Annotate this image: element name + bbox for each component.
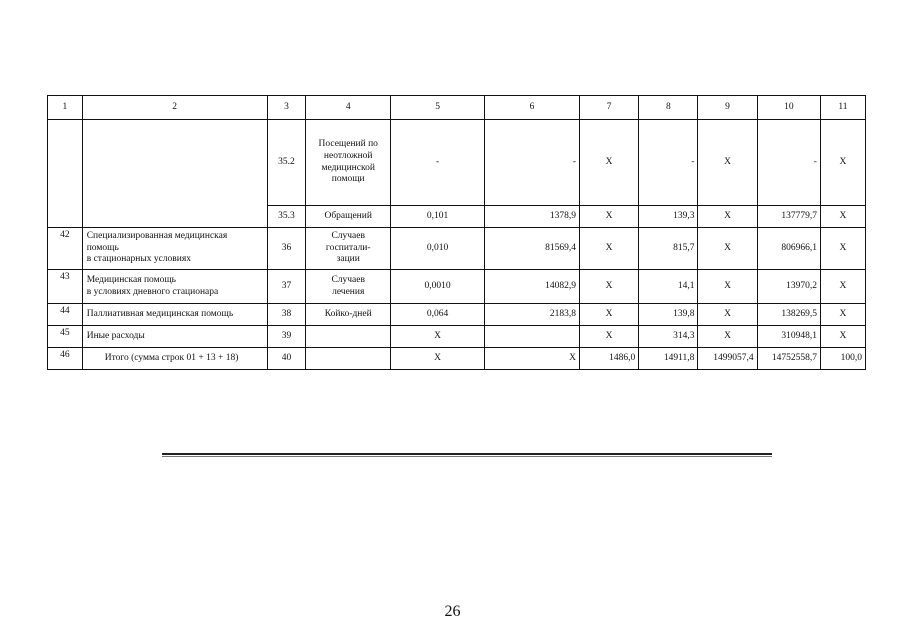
unit-cell — [306, 326, 391, 348]
row-name-cell — [82, 326, 267, 348]
header-cell-2: 2 — [82, 96, 267, 120]
value-cell-8: - — [639, 120, 698, 206]
value-cell-11: X — [820, 270, 865, 304]
value-cell-11: X — [820, 206, 865, 228]
value-cell-5: X — [391, 326, 485, 348]
unit-cell — [306, 206, 391, 228]
data-table — [47, 95, 866, 370]
value-cell-9: 1499057,4 — [698, 348, 757, 370]
value-cell-6: 2183,8 — [485, 304, 580, 326]
value-cell-6: 81569,4 — [485, 228, 580, 270]
unit-line: лечения — [332, 286, 365, 297]
value-cell-8: 815,7 — [639, 228, 698, 270]
header-cell-1: 1 — [48, 96, 83, 120]
row-name-cell — [82, 120, 267, 228]
value-cell-5: 0,064 — [391, 304, 485, 326]
value-cell-11: X — [820, 304, 865, 326]
value-cell-7: X — [580, 326, 639, 348]
value-cell-8: 139,8 — [639, 304, 698, 326]
line-code-cell: 36 — [267, 228, 306, 270]
value-cell-10: - — [757, 120, 820, 206]
header-cell-11: 11 — [820, 96, 865, 120]
unit-line: медицинской — [321, 162, 375, 173]
value-cell-11: X — [820, 326, 865, 348]
row-name-line: Специализированная медицинская — [86, 230, 228, 241]
row-name-line: в стационарных условиях — [86, 254, 191, 265]
line-code-cell: 39 — [267, 326, 306, 348]
unit-cell — [306, 120, 391, 206]
unit-line: Обращений — [324, 210, 372, 221]
value-cell-10: 137779,7 — [757, 206, 820, 228]
unit-cell — [306, 304, 391, 326]
table-row — [48, 120, 866, 206]
row-name-cell — [82, 270, 267, 304]
line-code-cell: 37 — [267, 270, 306, 304]
header-cell-7: 7 — [580, 96, 639, 120]
table-row — [48, 228, 866, 270]
unit-line: Случаев — [331, 230, 365, 241]
value-cell-10: 13970,2 — [757, 270, 820, 304]
header-cell-5: 5 — [391, 96, 485, 120]
line-code-cell: 35.2 — [267, 120, 306, 206]
row-number-cell: 46 — [48, 348, 83, 370]
value-cell-8: 14,1 — [639, 270, 698, 304]
row-name-line: Итого (сумма строк 01 + 13 + 18) — [104, 352, 239, 363]
value-cell-6: 14082,9 — [485, 270, 580, 304]
unit-line: Случаев — [331, 274, 365, 285]
header-cell-8: 8 — [639, 96, 698, 120]
line-code-cell: 38 — [267, 304, 306, 326]
row-name-cell — [82, 304, 267, 326]
header-cell-3: 3 — [267, 96, 306, 120]
unit-line: Посещений по — [318, 138, 378, 149]
value-cell-7: X — [580, 304, 639, 326]
row-name-cell — [82, 228, 267, 270]
value-cell-5: - — [391, 120, 485, 206]
value-cell-6: - — [485, 120, 580, 206]
value-cell-5: 0,101 — [391, 206, 485, 228]
value-cell-5: 0,0010 — [391, 270, 485, 304]
line-code-cell: 40 — [267, 348, 306, 370]
value-cell-6: X — [485, 348, 580, 370]
value-cell-5: X — [391, 348, 485, 370]
value-cell-9: X — [698, 120, 757, 206]
value-cell-9: X — [698, 206, 757, 228]
page-number: 26 — [444, 603, 461, 620]
header-cell-6: 6 — [485, 96, 580, 120]
unit-line: неотложной — [323, 150, 373, 161]
value-cell-10: 138269,5 — [757, 304, 820, 326]
row-name-line: Иные расходы — [86, 330, 145, 341]
unit-cell — [306, 228, 391, 270]
header-cell-4: 4 — [306, 96, 391, 120]
value-cell-7: X — [580, 120, 639, 206]
row-number-cell: 43 — [48, 270, 83, 304]
value-cell-10: 806966,1 — [757, 228, 820, 270]
unit-line: госпитали- — [325, 242, 371, 253]
value-cell-8: 14911,8 — [639, 348, 698, 370]
unit-cell — [306, 270, 391, 304]
value-cell-7: X — [580, 270, 639, 304]
line-code-cell: 35.3 — [267, 206, 306, 228]
table-row — [48, 304, 866, 326]
value-cell-11: X — [820, 228, 865, 270]
row-number-cell: 42 — [48, 228, 83, 270]
horizontal-rule-thin — [162, 456, 772, 457]
value-cell-9: X — [698, 228, 757, 270]
value-cell-7: X — [580, 206, 639, 228]
header-cell-10: 10 — [757, 96, 820, 120]
row-name-line: Паллиативная медицинская помощь — [86, 308, 234, 319]
unit-cell — [306, 348, 391, 370]
table-row — [48, 326, 866, 348]
value-cell-9: X — [698, 326, 757, 348]
value-cell-9: X — [698, 304, 757, 326]
unit-line: помощи — [331, 174, 365, 185]
unit-line: Койко-дней — [324, 308, 372, 319]
value-cell-8: 314,3 — [639, 326, 698, 348]
value-cell-9: X — [698, 270, 757, 304]
value-cell-7: X — [580, 228, 639, 270]
table-body — [48, 96, 866, 370]
row-number-cell: 45 — [48, 326, 83, 348]
unit-line: зации — [336, 254, 360, 265]
table-row — [48, 270, 866, 304]
header-row — [48, 96, 866, 120]
value-cell-7: 1486,0 — [580, 348, 639, 370]
table-row — [48, 348, 866, 370]
horizontal-rule — [162, 453, 772, 455]
row-name-cell — [82, 348, 267, 370]
header-cell-9: 9 — [698, 96, 757, 120]
row-number-cell: 44 — [48, 304, 83, 326]
value-cell-10: 310948,1 — [757, 326, 820, 348]
value-cell-11: X — [820, 120, 865, 206]
value-cell-6: 1378,9 — [485, 206, 580, 228]
row-name-line: Медицинская помощь — [86, 274, 177, 285]
value-cell-5: 0,010 — [391, 228, 485, 270]
value-cell-6 — [485, 326, 580, 348]
value-cell-8: 139,3 — [639, 206, 698, 228]
value-cell-10: 14752558,7 — [757, 348, 820, 370]
value-cell-11: 100,0 — [820, 348, 865, 370]
row-name-line: в условиях дневного стационара — [86, 286, 219, 297]
row-name-line: помощь — [86, 242, 119, 253]
row-number-cell — [48, 120, 83, 228]
